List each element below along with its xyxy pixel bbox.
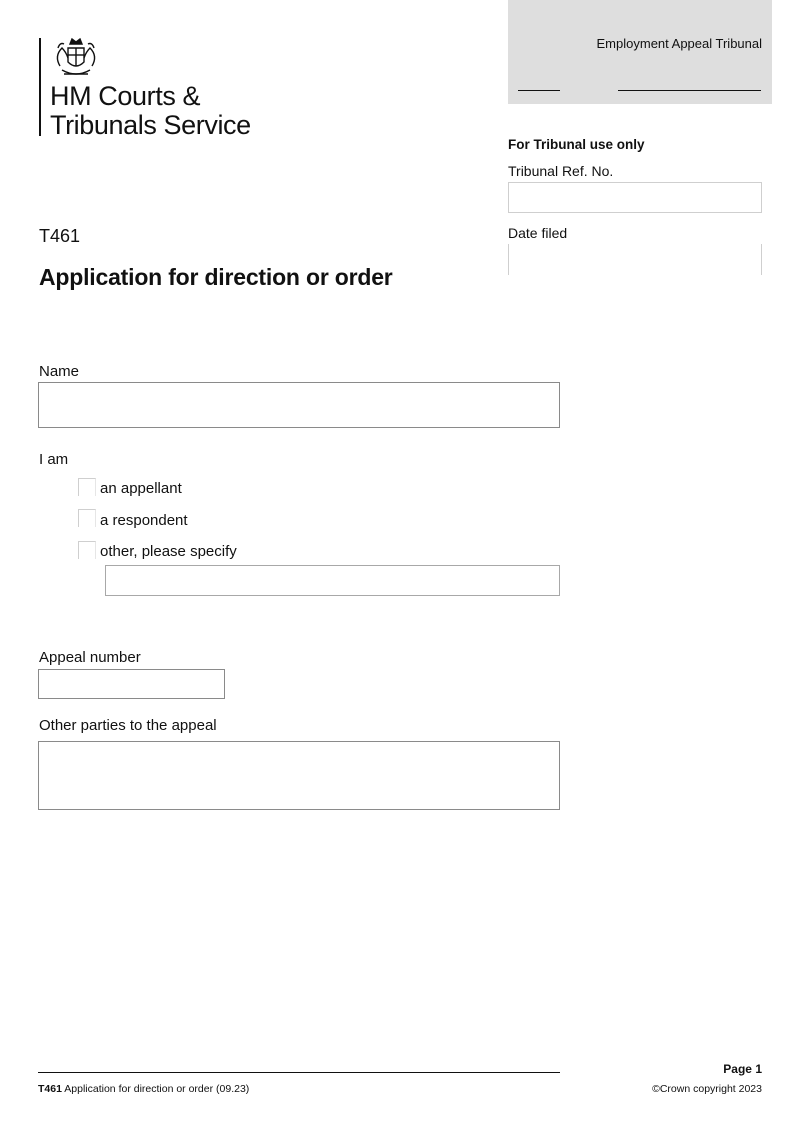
royal-coat-of-arms-icon bbox=[50, 36, 102, 80]
tribunal-header-box bbox=[508, 0, 772, 104]
org-name-line2: Tribunals Service bbox=[50, 110, 251, 140]
org-name-line1: HM Courts & bbox=[50, 81, 201, 111]
form-code: T461 bbox=[39, 226, 81, 246]
org-name bbox=[50, 82, 251, 140]
respondent-checkbox[interactable] bbox=[78, 509, 96, 527]
other-parties-label: Other parties to the appeal bbox=[39, 717, 217, 734]
ref-field[interactable] bbox=[508, 182, 762, 213]
appellant-option-label: an appellant bbox=[100, 480, 182, 497]
iam-label: I am bbox=[39, 451, 69, 468]
date-filed-label: Date filed bbox=[508, 225, 568, 241]
appeal-number-label: Appeal number bbox=[39, 649, 141, 666]
other-checkbox[interactable] bbox=[78, 541, 96, 559]
other-parties-field[interactable] bbox=[38, 741, 560, 810]
tribunal-name: Employment Appeal Tribunal bbox=[596, 36, 762, 51]
name-field[interactable] bbox=[38, 382, 560, 428]
tribunal-underline-right bbox=[618, 90, 761, 91]
office-use-heading: For Tribunal use only bbox=[508, 137, 645, 152]
page-title: Application for direction or order bbox=[39, 264, 393, 290]
ref-label: Tribunal Ref. No. bbox=[508, 163, 614, 179]
date-filed-field[interactable] bbox=[508, 244, 762, 275]
respondent-option-label: a respondent bbox=[100, 512, 188, 529]
other-option-label: other, please specify bbox=[100, 543, 237, 560]
other-specify-field[interactable] bbox=[105, 565, 560, 596]
appellant-checkbox[interactable] bbox=[78, 478, 96, 496]
footer-form-code: T461 bbox=[38, 1083, 62, 1095]
footer-rule bbox=[38, 1072, 560, 1073]
appeal-number-field[interactable] bbox=[38, 669, 225, 699]
footer-form-info bbox=[38, 1083, 249, 1095]
copyright: ©Crown copyright 2023 bbox=[652, 1083, 762, 1095]
org-rule bbox=[39, 38, 41, 136]
tribunal-underline-left bbox=[518, 90, 560, 91]
footer-form-desc: Application for direction or order (09.23) bbox=[64, 1083, 250, 1095]
name-label: Name bbox=[39, 363, 80, 380]
page-number: Page 1 bbox=[723, 1062, 762, 1076]
